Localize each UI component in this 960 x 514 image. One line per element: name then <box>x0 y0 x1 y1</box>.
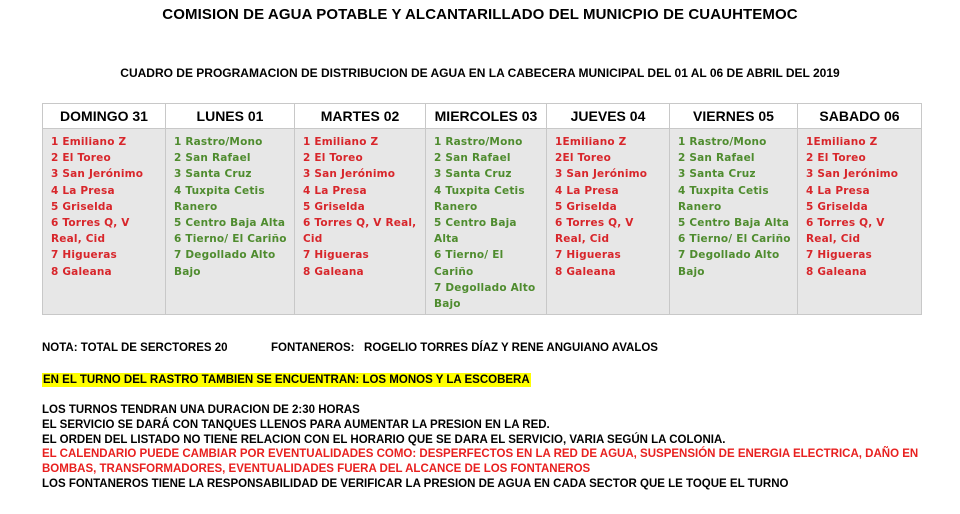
sector-item: 5 Griselda <box>303 200 365 213</box>
sector-item: 5 Centro Baja Alta <box>678 217 790 230</box>
sector-item: 2 San Rafael <box>174 152 251 165</box>
sector-item: 2 El Toreo <box>51 152 111 165</box>
sector-item: 3 Santa Cruz <box>678 168 756 181</box>
sector-item: 4 La Presa <box>51 184 115 197</box>
sector-item: 3 Santa Cruz <box>434 168 512 181</box>
schedule-subtitle: CUADRO DE PROGRAMACION DE DISTRIBUCION DE AGUA EN LA CABECERA MUNICIPAL DEL 01 AL 06 DE ABRIL DEL 2019 <box>120 66 840 80</box>
sector-item: 7 Degollado Alto Bajo <box>678 249 780 278</box>
sector-item: 5 Griselda <box>51 200 113 213</box>
sector-item: 2 El Toreo <box>303 152 363 165</box>
day-header: LUNES 01 <box>166 104 294 129</box>
day-header: DOMINGO 31 <box>43 104 165 129</box>
sector-item: 8 Galeana <box>303 265 364 278</box>
sector-list <box>166 129 294 314</box>
sector-item: 6 Tierno/ El Cariño <box>174 233 287 246</box>
note-calendar-warning-1: EL CALENDARIO PUEDE CAMBIAR POR EVENTUALIDADES COMO: DESPERFECTOS EN LA RED DE AGUA, SUSPENSIÓN DE ENERGIA ELECTRICA, DAÑO EN <box>42 448 919 461</box>
sector-item: 6 Torres Q, V Real, Cid <box>806 217 885 246</box>
day-column-sabado <box>798 104 921 314</box>
sector-item: 7 Higueras <box>303 249 369 262</box>
sector-item: 1 Rastro/Mono <box>678 136 767 148</box>
sector-item: 5 Griselda <box>555 200 617 213</box>
note-calendar-warning-2: BOMBAS, TRANSFORMADORES, EVENTUALIDADES FUERA DEL ALCANCE DE LOS FONTANEROS <box>42 463 591 476</box>
sector-item: 4 La Presa <box>555 184 619 197</box>
sector-item: 8 Galeana <box>51 265 112 278</box>
sector-item: 1 Rastro/Mono <box>434 136 523 148</box>
sector-item: 7 Higueras <box>555 249 621 262</box>
sector-item: 6 Torres Q, V Real, Cid <box>555 217 634 246</box>
day-column-domingo <box>43 104 166 314</box>
note-duration: LOS TURNOS TENDRAN UNA DURACION DE 2:30 HORAS <box>42 404 360 416</box>
day-column-jueves <box>547 104 670 314</box>
note-order: EL ORDEN DEL LISTADO NO TIENE RELACION CON EL HORARIO QUE SE DARA EL SERVICIO, VARIA SEGÚN LA COLONIA. <box>42 433 726 446</box>
day-header: MIERCOLES 03 <box>426 104 546 129</box>
day-header: MARTES 02 <box>295 104 425 129</box>
sector-item: 2 El Toreo <box>806 152 866 165</box>
day-column-viernes <box>670 104 798 314</box>
sector-item: 6 Tierno/ El Cariño <box>434 249 504 278</box>
sector-item: 1Emiliano Z <box>555 136 627 148</box>
plumbers-note: FONTANEROS: ROGELIO TORRES DÍAZ Y RENE ANGUIANO AVALOS <box>271 342 658 354</box>
sector-item: 1 Emiliano Z <box>303 136 379 148</box>
sector-item: 6 Torres Q, V Real, Cid <box>303 217 417 246</box>
sector-list <box>798 129 921 314</box>
sector-item: 5 Centro Baja Alta <box>434 217 517 246</box>
day-column-miercoles <box>426 104 547 314</box>
sector-item: 3 San Jerónimo <box>555 168 648 181</box>
schedule-table <box>42 103 922 315</box>
sector-item: 7 Higueras <box>806 249 872 262</box>
sector-item: 8 Galeana <box>555 265 616 278</box>
sector-item: 3 San Jerónimo <box>51 168 144 181</box>
note-service: EL SERVICIO SE DARÁ CON TANQUES LLENOS PARA AUMENTAR LA PRESION EN LA RED. <box>42 418 550 431</box>
sector-list <box>547 129 669 314</box>
day-header: SABADO 06 <box>798 104 921 129</box>
sector-item: 4 La Presa <box>303 184 367 197</box>
note-responsibility: LOS FONTANEROS TIENE LA RESPONSABILIDAD DE VERIFICAR LA PRESION DE AGUA EN CADA SECTOR QUE LE TOQUE EL TURNO <box>42 477 789 490</box>
day-column-martes <box>295 104 426 314</box>
sector-list <box>43 129 165 314</box>
sector-list <box>295 129 425 314</box>
sector-item: 7 Degollado Alto Bajo <box>434 281 536 311</box>
sector-item: 5 Griselda <box>806 200 868 213</box>
sector-item: 7 Degollado Alto Bajo <box>174 249 276 278</box>
day-header: VIERNES 05 <box>670 104 797 129</box>
sector-item: 1Emiliano Z <box>806 136 878 148</box>
sector-item: 3 San Jerónimo <box>806 168 899 181</box>
total-sectors-note: NOTA: TOTAL DE SERCTORES 20 <box>42 342 228 354</box>
day-header: JUEVES 04 <box>547 104 669 129</box>
sector-item: 3 San Jerónimo <box>303 168 396 181</box>
day-column-lunes <box>166 104 295 314</box>
sector-list <box>426 129 546 314</box>
sector-item: 3 Santa Cruz <box>174 168 252 181</box>
sector-item: 1 Emiliano Z <box>51 136 127 148</box>
document-title: COMISION DE AGUA POTABLE Y ALCANTARILLADO DEL MUNICPIO DE CUAUHTEMOC <box>162 6 798 23</box>
sector-item: 4 La Presa <box>806 184 870 197</box>
sector-item: 1 Rastro/Mono <box>174 136 263 148</box>
sector-item: 4 Tuxpita Cetis Ranero <box>678 184 769 213</box>
sector-item: 5 Centro Baja Alta <box>174 217 286 230</box>
sector-list <box>670 129 797 314</box>
sector-item: 2 San Rafael <box>678 152 755 165</box>
sector-item: 6 Torres Q, V Real, Cid <box>51 217 130 246</box>
sector-item: 2El Toreo <box>555 152 612 165</box>
sector-item: 4 Tuxpita Cetis Ranero <box>434 184 525 213</box>
sector-item: 7 Higueras <box>51 249 117 262</box>
highlighted-note: EN EL TURNO DEL RASTRO TAMBIEN SE ENCUENTRAN: LOS MONOS Y LA ESCOBERA <box>43 374 530 386</box>
notes-block <box>42 403 918 492</box>
sector-item: 8 Galeana <box>806 265 867 278</box>
sector-item: 2 San Rafael <box>434 152 511 165</box>
sector-item: 4 Tuxpita Cetis Ranero <box>174 184 265 213</box>
sector-item: 6 Tierno/ El Cariño <box>678 233 791 246</box>
